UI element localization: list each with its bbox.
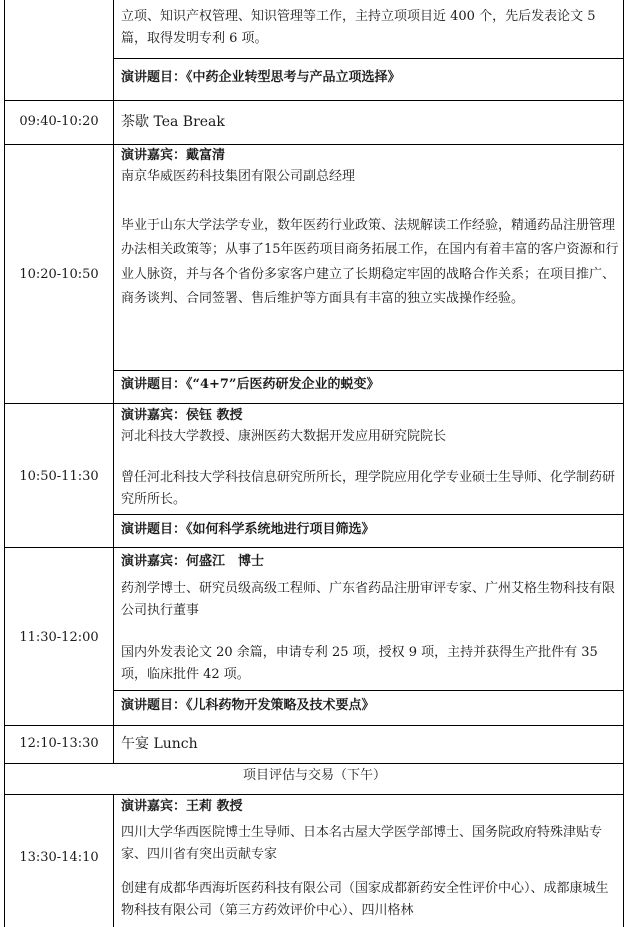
talk-topic: 演讲题目：《儿科药物开发策略及技术要点》 (121, 698, 375, 713)
speaker-name: 演讲嘉宾：侯钰 教授 (121, 408, 243, 423)
time-slot: 13:30-14:10 (19, 850, 99, 865)
speaker-bio: 毕业于山东大学法学专业，数年医药行业政策、法规解读工作经验，精通药品注册管理办法相关政策等；从事了15年医药项目商务拓展工作，在国内有着丰富的客户资源和行业人脉资，并与各个省份多家客户建立了长期稳定牢固的战略合作关系；在项目推广、商务谈判、合同签署、售后维护等方面具有丰富的独立实战操作经验。 (121, 218, 619, 306)
speaker-name: 演讲嘉宾：王莉 教授 (121, 799, 243, 814)
time-slot: 10:20-10:50 (19, 267, 99, 282)
time-slot: 10:50-11:30 (19, 469, 99, 484)
talk-topic: 演讲题目：《中药企业转型思考与产品立项选择》 (121, 70, 401, 85)
row-divider (113, 514, 624, 515)
speaker-bio: 创建有成都华西海圻医药科技有限公司（国家成都新药安全性评价中心）、成都康城生物科技有限公司（第三方药效评价中心）、四川格林 (121, 881, 609, 918)
speaker-affiliation: 河北科技大学教授、康洲医药大数据开发应用研究院院长 (121, 429, 447, 444)
time-slot: 11:30-12:00 (19, 630, 99, 645)
row-divider (113, 58, 624, 59)
time-slot: 09:40-10:20 (19, 114, 99, 129)
row-divider (4, 100, 624, 101)
speaker-name: 演讲嘉宾：戴富清 (121, 148, 226, 163)
speaker-affiliation: 四川大学华西医院博士生导师、日本名古屋大学医学部博士、国务院政府特殊津贴专家、四川省有突出贡献专家 (121, 825, 603, 862)
speaker-affiliation: 药剂学博士、研究员级高级工程师、广东省药品注册审评专家、广州艾格生物科技有限公司执行董事 (121, 581, 616, 618)
row-divider (4, 763, 624, 764)
speaker-affiliation: 南京华威医药科技集团有限公司副总经理 (121, 169, 356, 184)
talk-topic: 演讲题目：《“4+7”后医药研发企业的蜕变》 (121, 377, 380, 392)
section-title: 项目评估与交易（下午） (242, 768, 386, 783)
row-divider (4, 725, 624, 726)
row-divider (4, 547, 624, 548)
speaker-bio: 曾任河北科技大学科技信息研究所所长，理学院应用化学专业硕士生导师、化学制药研究所所长。 (121, 470, 616, 507)
break-label: 茶歇 Tea Break (121, 114, 225, 130)
lunch-label: 午宴 Lunch (121, 736, 198, 752)
speaker-bio: 国内外发表论文 20 余篇，申请专利 25 项，授权 9 项，主持并获得生产批件有 35 项，临床批件 42 项。 (121, 645, 598, 682)
row-divider (113, 690, 624, 691)
time-slot: 12:10-13:30 (19, 736, 99, 751)
speaker-bio: 立项、知识产权管理、知识管理等工作，主持立项项目近 400 个，先后发表论文 5 篇，取得发明专利 6 项。 (121, 9, 596, 46)
row-divider (113, 370, 624, 371)
table-right-border (623, 0, 624, 927)
table-left-border (4, 0, 5, 927)
talk-topic: 演讲题目：《如何科学系统地进行项目筛选》 (121, 522, 375, 537)
speaker-name: 演讲嘉宾：何盛江 博士 (121, 554, 265, 569)
